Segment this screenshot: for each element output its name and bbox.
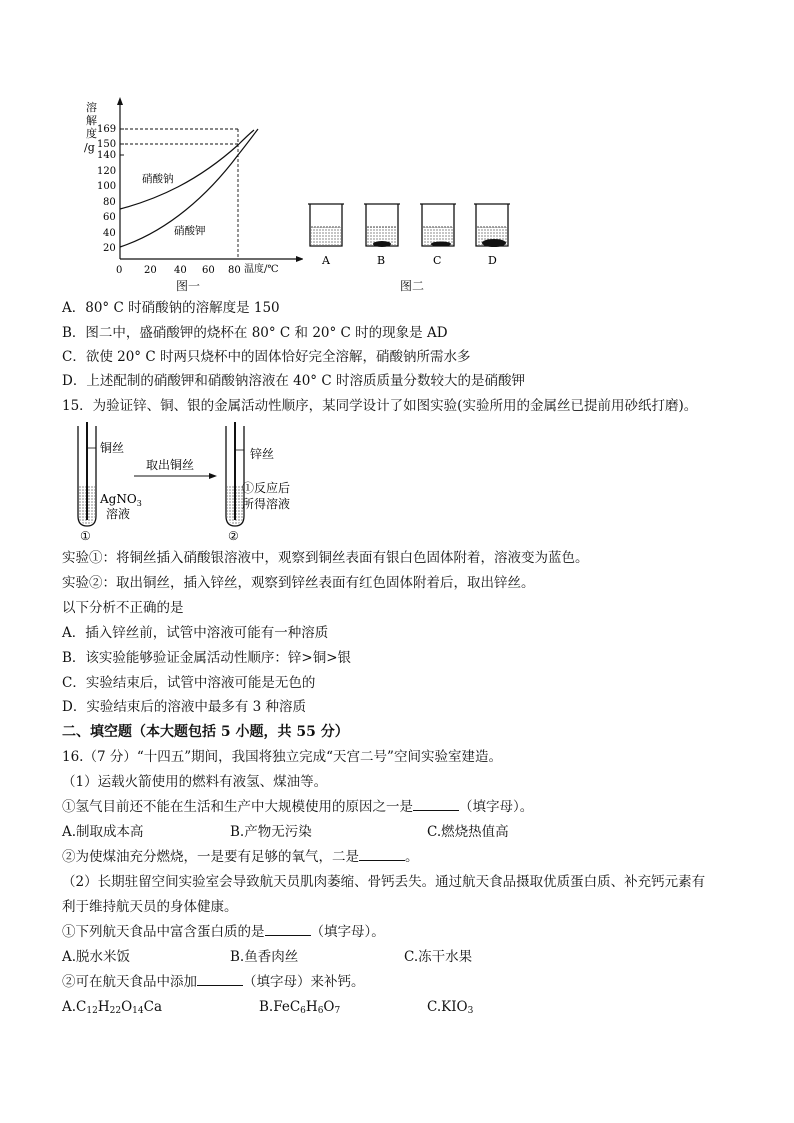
formula-element: O (323, 999, 335, 1015)
formula-element: KIO (441, 999, 468, 1015)
y-label-1: 溶 (86, 101, 97, 114)
beaker-a (308, 204, 344, 246)
curve-sodium-nitrate (120, 130, 254, 209)
formula-element: FeC (273, 999, 301, 1015)
tube1-solution-formula: AgNO$_3$ (100, 492, 142, 508)
y-tick-20: 20 (103, 243, 116, 254)
tube1-solution-word: 溶液 (106, 507, 131, 521)
q16-p1-q1-suffix: （填字母）。 (459, 799, 534, 815)
x-tick-20: 20 (144, 265, 157, 276)
q16-p2-q1-suffix: （填字母）。 (310, 924, 385, 940)
answer-blank[interactable] (359, 848, 405, 861)
q15-experiment-1: 实验①：将铜丝插入硝酸银溶液中，观察到铜丝表面有银白色固体附着，溶液变为蓝色。 (62, 550, 589, 566)
formula-subscript: 3 (467, 1006, 474, 1016)
tube1-number: ① (80, 529, 91, 543)
option-prefix: A. (62, 999, 77, 1015)
formula-subscript: 6 (300, 1006, 306, 1016)
formula-subscript: 6 (317, 1006, 324, 1016)
x-tick-80: 80 (228, 265, 241, 276)
q16-p1-q1-text: ①氢气目前还不能在生活和生产中大规模使用的原因之一是 (62, 799, 413, 815)
y-tick-120: 120 (97, 166, 117, 177)
q16-p1-q2-suffix: 。 (405, 849, 419, 865)
tube-1 (78, 422, 96, 526)
q16-part2-line1: （2）长期驻留空间实验室会导致航天员肌肉萎缩、骨钙丢失。通过航天食品摄取优质蛋白质、补充钙元素有 (62, 874, 706, 890)
q14-option-b: B．图二中，盛硝酸钾的烧杯在 80° C 和 20° C 时的现象是 AD (62, 325, 448, 341)
solubility-chart (78, 95, 303, 295)
q16-p1-q2-text: ②为使煤油充分燃烧，一是要有足够的氧气，二是 (62, 849, 359, 865)
q16-p1-q1-opt-a: A.制取成本高 (62, 824, 144, 840)
beaker-d (474, 204, 510, 247)
q15-option-b: B．该实验能够验证金属活动性顺序：锌>铜>银 (62, 650, 352, 666)
beakers-figure (304, 196, 534, 276)
q16-p2-q1-text: ①下列航天食品中富含蛋白质的是 (62, 924, 265, 940)
q14-option-a: A．80° C 时硝酸钠的溶解度是 150 (62, 300, 280, 316)
q15-prompt: 以下分析不正确的是 (62, 600, 184, 616)
q16-p2-q2 (62, 973, 365, 991)
y-tick-40: 40 (103, 228, 116, 239)
y-label-2: 解 (86, 114, 97, 127)
formula-subscript: 22 (109, 1006, 122, 1016)
y-tick-169: 169 (97, 124, 117, 135)
y-axis-arrow (117, 97, 123, 105)
q16-p2-q2-opt-a (62, 998, 162, 1016)
y-label-3: 度 (86, 127, 97, 140)
x-axis-label: 温度/℃ (244, 264, 279, 275)
test-tube-figure (70, 420, 320, 545)
y-ticks (97, 124, 116, 254)
q16-p2-q2-text: ②可在航天食品中添加 (62, 974, 197, 990)
y-tick-80: 80 (103, 197, 116, 208)
q15-experiment-2: 实验②：取出铜丝，插入锌丝，观察到锌丝表面有红色固体附着后，取出锌丝。 (62, 575, 535, 591)
q16-part2-line2: 利于维持航天员的身体健康。 (62, 899, 238, 915)
x-ticks (116, 265, 241, 276)
beaker-b (364, 204, 400, 247)
beaker-c (420, 204, 456, 247)
answer-blank[interactable] (413, 798, 459, 811)
arrow-label: 取出铜丝 (146, 458, 195, 472)
y-tick-100: 100 (97, 181, 117, 192)
option-prefix: C. (427, 999, 442, 1015)
q16-part1: （1）运载火箭使用的燃料有液氢、煤油等。 (62, 774, 328, 790)
q16-p1-q1 (62, 798, 533, 816)
q16-stem: 16.（7 分）“十四五”期间，我国将独立完成“天宫二号”空间实验室建造。 (62, 749, 502, 765)
q14-option-d: D．上述配制的硝酸钾和硝酸钠溶液在 40° C 时溶质质量分数较大的是硝酸钾 (62, 373, 525, 389)
q15-option-d: D．实验结束后的溶液中最多有 3 种溶质 (62, 699, 306, 715)
q16-p2-q1 (62, 923, 385, 941)
y-tick-140: 140 (97, 150, 117, 161)
q16-p2-q2-opt-b (259, 998, 340, 1016)
q16-p2-q1-opt-c: C.冻干水果 (404, 949, 473, 965)
formula-element: Ca (143, 999, 162, 1015)
figure2-caption: 图二 (400, 279, 425, 293)
beaker-label-d: D (488, 254, 497, 267)
q16-p2-q1-opt-a: A.脱水米饭 (62, 949, 131, 965)
beaker-label-b: B (377, 254, 386, 267)
x-axis-arrow (296, 256, 303, 262)
formula-element: H (97, 999, 110, 1015)
q15-option-c: C．实验结束后，试管中溶液可能是无色的 (62, 675, 316, 691)
formula-subscript: 14 (132, 1006, 144, 1016)
x-tick-60: 60 (202, 265, 215, 276)
tube2-number: ② (228, 529, 239, 543)
x-tick-40: 40 (174, 265, 187, 276)
q15-stem: 15．为验证锌、铜、银的金属活动性顺序，某同学设计了如图实验(实验所用的金属丝已提前用砂纸打磨)。 (62, 398, 698, 414)
tube2-solution-line2: 所得溶液 (242, 497, 291, 511)
figure1-caption: 图一 (176, 279, 201, 293)
q16-p1-q1-opt-b: B.产物无污染 (230, 824, 312, 840)
formula-element: O (121, 999, 133, 1015)
formula-element: H (305, 999, 318, 1015)
formula-subscript: 7 (334, 1006, 341, 1016)
answer-blank[interactable] (265, 923, 311, 936)
label-potassium-nitrate: 硝酸钾 (174, 225, 206, 237)
beaker-label-c: C (433, 254, 442, 267)
section-2-title: 二、填空题（本大题包括 5 小题，共 55 分） (62, 724, 349, 740)
y-label-4: /g (84, 141, 95, 154)
formula-element: C (76, 999, 87, 1015)
answer-blank[interactable] (197, 973, 243, 986)
y-tick-60: 60 (103, 212, 116, 223)
option-prefix: B. (259, 999, 274, 1015)
beaker-label-a: A (322, 254, 330, 267)
q14-option-c: C．欲使 20° C 时两只烧杯中的固体恰好完全溶解，硝酸钠所需水多 (62, 349, 471, 365)
tube1-wire-label: 铜丝 (100, 441, 125, 455)
tube2-solution-line1: ①反应后 (242, 481, 291, 495)
q16-p1-q1-opt-c: C.燃烧热值高 (427, 824, 509, 840)
q16-p2-q1-opt-b: B.鱼香肉丝 (230, 949, 299, 965)
q16-p2-q2-suffix: （填字母）来补钙。 (243, 974, 365, 990)
q15-option-a: A．插入锌丝前，试管中溶液可能有一种溶质 (62, 625, 329, 641)
y-tick-150: 150 (97, 139, 117, 150)
q16-p2-q2-opt-c (427, 998, 473, 1016)
q16-p1-q2 (62, 848, 419, 866)
x-tick-0: 0 (116, 265, 123, 276)
label-sodium-nitrate: 硝酸钠 (142, 173, 174, 185)
tube2-wire-label: 锌丝 (250, 447, 275, 461)
formula-subscript: 12 (86, 1006, 98, 1016)
